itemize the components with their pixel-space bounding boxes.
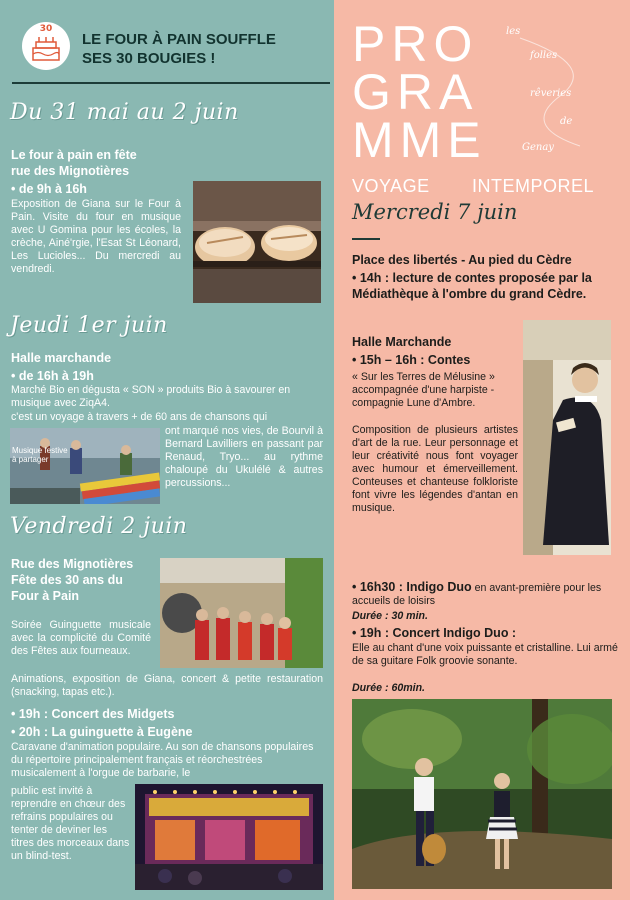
indigo1-text: en avant-première pour les accueils de loisirs	[352, 582, 602, 607]
cake-icon	[30, 34, 62, 64]
day3-text4: public est invité à reprendre en chœur des refrains populaires ou tenter de deviner les titres des morceaux dans un blind-test.	[11, 785, 130, 862]
day3-title	[11, 556, 161, 604]
day3-event2: • 20h : La guinguette à Eugène	[11, 725, 193, 739]
contes-title: • 15h – 16h : Contes	[352, 353, 471, 367]
day1-text: Exposition de Giana sur le Four à Pain. Visite du four en musique avec U Gomina pour les écoles, la crèche, Ainé'rgie, l'Esat St Léonard, Les Lucioles... Du mercredi au vendredi.	[11, 198, 181, 275]
programme-line3: MME	[352, 112, 487, 168]
folles-word-2: folles	[530, 50, 558, 61]
indigo-duo-photo	[352, 699, 612, 889]
day1-title-line2: rue des Mignotières	[11, 164, 130, 178]
day1-title-line1: Le four à pain en fête	[11, 148, 137, 162]
header-title-line2: SES 30 BOUGIES !	[82, 50, 216, 67]
day2-text1: Marché Bio en dégusta « SON » produits Bio à savourer en musique avec ZiqA4.	[11, 384, 291, 409]
market-photo	[10, 428, 160, 504]
market-photo-caption	[12, 446, 68, 464]
indigo2-duration: Durée : 60min.	[352, 682, 426, 694]
day3-text1: Soirée Guinguette musicale avec la complicité du Comité des Fêtes aux fourneaux.	[11, 619, 151, 657]
day2-text2: c'est un voyage à travers + de 60 ans de chansons qui	[11, 411, 268, 423]
day3-title-line2: Fête des 30 ans du	[11, 573, 123, 587]
indigo2-time: • 19h : Concert Indigo Duo :	[352, 626, 517, 640]
day2-heading: Jeudi 1er juin	[10, 313, 168, 338]
programme-line2: GRA	[352, 64, 479, 120]
indigo1-duration: Durée : 30 min.	[352, 610, 428, 622]
guinguette-photo	[135, 784, 323, 890]
place-title: Place des libertés - Au pied du Cèdre	[352, 253, 572, 267]
halle-title: Halle Marchande	[352, 335, 452, 349]
day1-heading: Du 31 mai au 2 juin	[10, 100, 239, 125]
folles-word-3: rêveries	[530, 88, 572, 99]
indigo1-time: • 16h30 : Indigo Duo	[352, 580, 472, 594]
storyteller-photo	[523, 320, 611, 555]
programme-title	[352, 16, 487, 168]
day3-text3: Caravane d'animation populaire. Au son de chansons populaires du répertoire principalement français et réorchestrées musicalement à l'orgue de barbarie, le	[11, 741, 314, 779]
date-heading: Mercredi 7 juin	[352, 200, 518, 224]
folles-word-1: les	[506, 26, 521, 37]
bread-photo	[193, 181, 321, 303]
header-title	[82, 30, 322, 68]
day2-title: Halle marchande	[11, 351, 112, 365]
folles-word-4: de	[560, 116, 573, 127]
voyage-left: VOYAGE	[352, 176, 430, 196]
header-title-line1: LE FOUR À PAIN SOUFFLE	[82, 31, 276, 48]
programme-line1: PRO	[352, 16, 479, 72]
folles-word-5: Genay	[522, 142, 554, 153]
voyage-right: INTEMPOREL	[472, 176, 595, 196]
folles-curve-decoration	[500, 26, 610, 161]
header-divider	[12, 82, 330, 84]
team-photo	[160, 558, 323, 668]
day3-text2: Animations, exposition de Giana, concert & petite restauration (snacking, tapas etc.).	[11, 673, 323, 698]
birthday-cake-badge	[22, 22, 70, 70]
day3-title-line1: Rue des Mignotières	[11, 557, 134, 571]
day3-event1: • 19h : Concert des Midgets	[11, 707, 175, 721]
day2-time: • de 16h à 19h	[11, 369, 94, 383]
indigo2-text: Elle au chant d'une voix puissante et cristalline. Lui armé de sa guitare Folk groovie sonante.	[352, 642, 618, 667]
artists-text: Composition de plusieurs artistes d'art de la rue. Leur personnage et leur créativité nous font voyager avec humour et émerveillement. Conteuses et chanteuse folkloriste font vivre les légendes d'antan en musique.	[352, 424, 518, 514]
caption-line1: Musique festive	[12, 446, 68, 455]
caption-line2: à partager	[12, 455, 49, 464]
day3-title-line3: Four à Pain	[11, 589, 80, 603]
date-rule	[352, 238, 380, 240]
event-14h: • 14h : lecture de contes proposée par la Médiathèque à l'ombre du grand Cèdre.	[352, 271, 592, 301]
indigo1	[352, 579, 614, 608]
day1-time: • de 9h à 16h	[11, 182, 87, 196]
day1-title	[11, 147, 191, 179]
badge-number: 30	[39, 24, 53, 34]
day3-heading: Vendredi 2 juin	[10, 514, 188, 539]
contes-text: « Sur les Terres de Mélusine » accompagnée d'une harpiste - compagnie Lune d'Ambre.	[352, 371, 495, 409]
day2-text3: ont marqué nos vies, de Bourvil à Bernard Lavilliers en passant par Renaud, Tryo... au rythme chaloupé du Ukulélé & autres percussions...	[165, 425, 323, 489]
